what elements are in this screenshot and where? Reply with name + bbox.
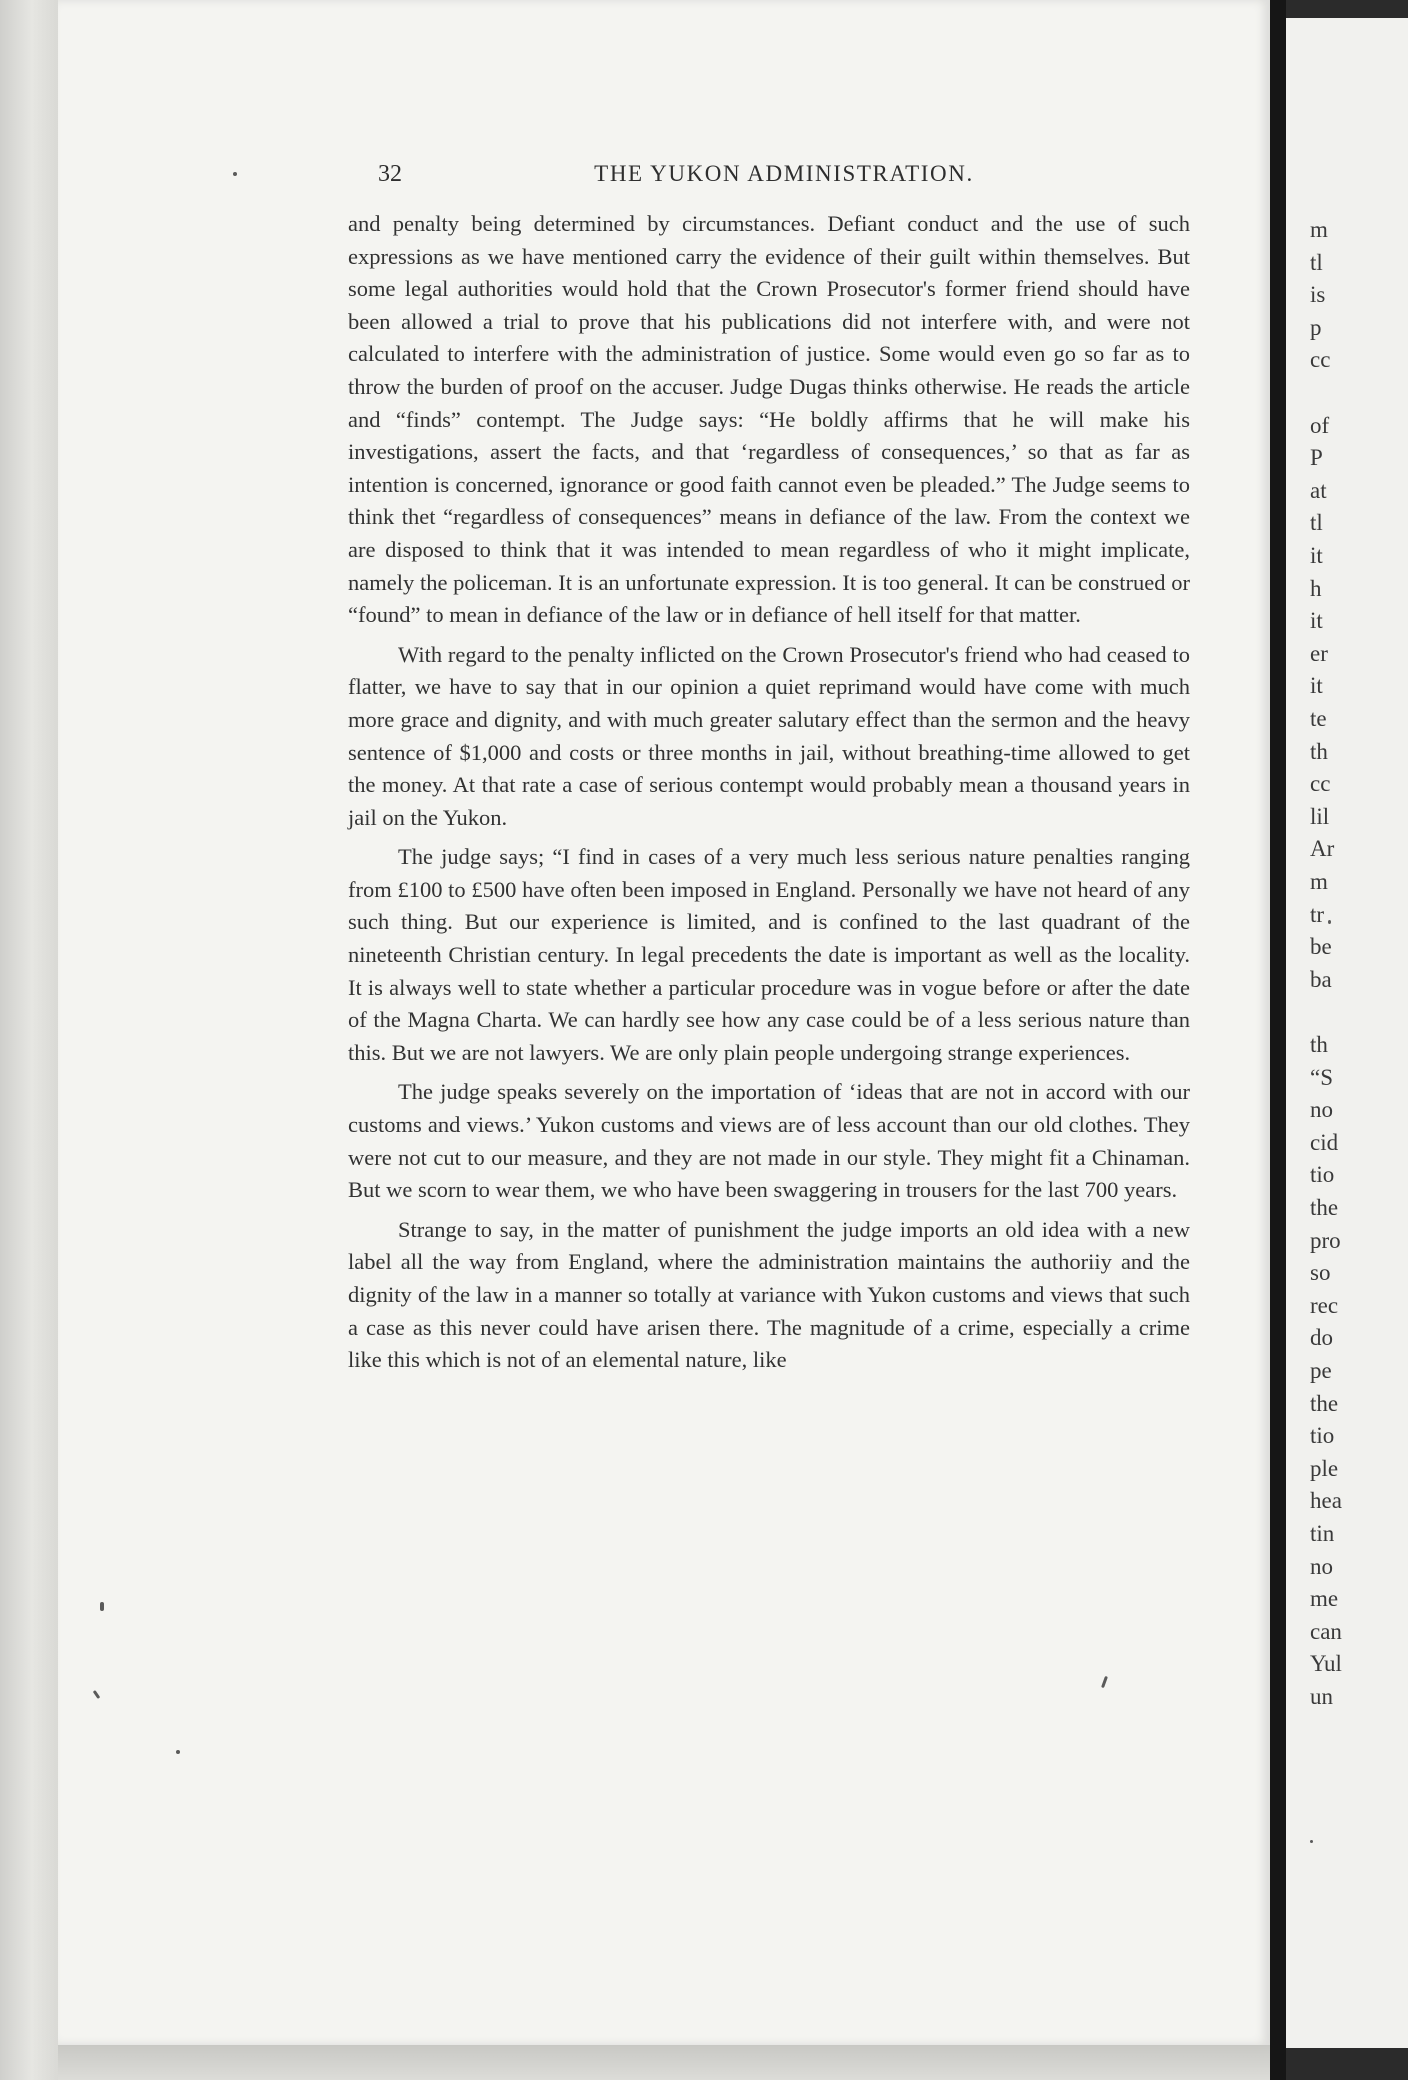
book-edge-left [0,0,58,2080]
facing-page-fragment: it [1310,673,1323,699]
facing-page-fragment: so [1310,1260,1331,1286]
facing-page-fragment: “S [1310,1064,1333,1090]
facing-page-fragment: be [1310,934,1332,960]
paragraph-1: and penalty being determined by circumstances. Defiant conduct and the use of such expressions as we have mentioned carry the evidence of their guilt within themselves. But some legal authorities would hold that the Crown Prosecutor's former friend should have been allowed a trial to prove that his publications did not interfere with, and were not calculated to interfere with the administration of justice. Some would even go so far as to throw the burden of proof on the accuser. Judge Dugas thinks otherwise. He reads the article and “finds” contempt. The Judge says: “He boldly affirms that he will make his investigations, assert the facts, and that ‘regardless of consequences,’ so that as far as intention is concerned, ignorance or good faith cannot even be pleaded.” The Judge seems to think thet “regardless of consequences” means in defiance of the law. From the context we are disposed to think that it was intended to mean regardless of who it might implicate, namely the policeman. It is an unfortunate expression. It is too general. It can be construed or “found” to mean in defiance of the law or in defiance of hell itself for that matter. [348,211,1190,628]
facing-page-fragment: lil [1310,803,1330,829]
facing-page-fragment: pe [1310,1358,1332,1383]
facing-page-fragment: er [1310,640,1328,666]
facing-page-fragment: of [1310,412,1330,438]
facing-page-fragment: hea [1310,1488,1342,1514]
facing-page-fragment: tl [1310,510,1323,536]
facing-page-fragment: can [1310,1618,1342,1644]
running-head: THE YUKON ADMINISTRATION. [594,161,974,186]
paragraph-5: Strange to say, in the matter of punishment the judge imports an old idea with a new label all the way from England, where the administration maintains the authoriiy and the dignity of the law in a manner so totally at variance with Yukon customs and views that such a case as this never could have arisen there. The magnitude of a crime, especially a crime like this which is not of an elemental nature, like [348,1216,1190,1373]
facing-page-fragment: tl [1310,249,1323,275]
facing-page-fragment: me [1310,1586,1339,1612]
facing-page-fragment: ba [1310,966,1332,992]
facing-page-fragment: the [1310,1390,1339,1416]
scan-speck [233,172,237,176]
facing-page-fragment: tio [1310,1162,1335,1188]
paragraph-4: The judge speaks severely on the importation of ‘ideas that are not in accord with our customs and views.’ Yukon customs and views are of less account than our old clothes. They were not cut to our measure, and they are not made in our style. They might fit a Chinaman. But we scorn to wear them, we who have been swaggering in trousers for the last 700 years. [348,1079,1190,1203]
facing-page-fragment: Ar [1310,836,1335,862]
scan-speck [100,1602,104,1611]
facing-page-fragment: un [1310,1684,1333,1709]
facing-page-fragment: rec [1310,1292,1339,1318]
facing-page-fragment: cc [1310,771,1331,797]
facing-page-fragment: at [1310,477,1327,503]
facing-page-fragment: it [1310,608,1323,634]
facing-page-fragment: cc [1310,347,1331,373]
facing-page-fragment: h [1310,575,1322,601]
facing-page-fragment: pro [1310,1227,1341,1253]
scan-speck [176,1750,180,1754]
body-text [348,208,1190,1384]
facing-page-fragment: tin [1310,1521,1335,1546]
facing-page-fragment: tr [1310,901,1325,927]
paragraph-2: With regard to the penalty inflicted on the Crown Prosecutor's friend who had ceased to flatter, we have to say that in our opinion a quiet reprimand would have come with much more grace and dignity, and with much greater salutary effect than the sermon and the heavy sentence of $1,000 and costs or three months in jail, without breathing-time allowed to get the money. At that rate a case of serious contempt would probably mean a thousand years in jail on the Yukon. [348,641,1190,830]
facing-page-fragment: m [1310,217,1328,242]
scan-speck [1328,920,1331,924]
facing-page-fragment: P [1310,445,1323,471]
scan-speck [1310,1840,1313,1843]
facing-page-fragment: cid [1310,1129,1339,1155]
facing-page-fragment: is [1310,282,1326,308]
facing-page-fragment: p [1310,314,1322,340]
facing-page-fragment: te [1310,706,1327,731]
page-bottom-edge [58,2045,1270,2080]
facing-page-fragment: no [1310,1097,1333,1123]
book-gutter [1270,0,1286,2080]
page-number: 32 [378,161,402,187]
paragraph-3: The judge says; “I find in cases of a very much less serious nature penalties ranging from £100 to £500 have often been imposed in England. Personally we have not heard of any such thing. But our experience is limited, and is confined to the last quadrant of the nineteenth Christian century. In legal precedents the date is important as well as the locality. It is always well to state whether a particular procedure was in vogue before or after the date of the Magna Charta. We can hardly see how any case could be of a less serious nature than this. But we are not lawyers. We are only plain people undergoing strange experiences. [348,844,1190,1065]
facing-page-fragment: do [1310,1325,1333,1351]
facing-page-fragment: no [1310,1553,1333,1579]
facing-page-fragment: the [1310,1195,1339,1220]
facing-page-fragment: m [1310,869,1328,894]
facing-page-fragment: th [1310,1032,1328,1057]
facing-page-fragment: Yul [1310,1651,1342,1677]
facing-page-fragment: th [1310,738,1328,764]
facing-page-fragment: ple [1310,1455,1339,1481]
page-header [378,161,1190,197]
facing-page-fragment: it [1310,543,1323,568]
facing-page [1286,18,1408,2048]
facing-page-fragment: tio [1310,1423,1335,1449]
